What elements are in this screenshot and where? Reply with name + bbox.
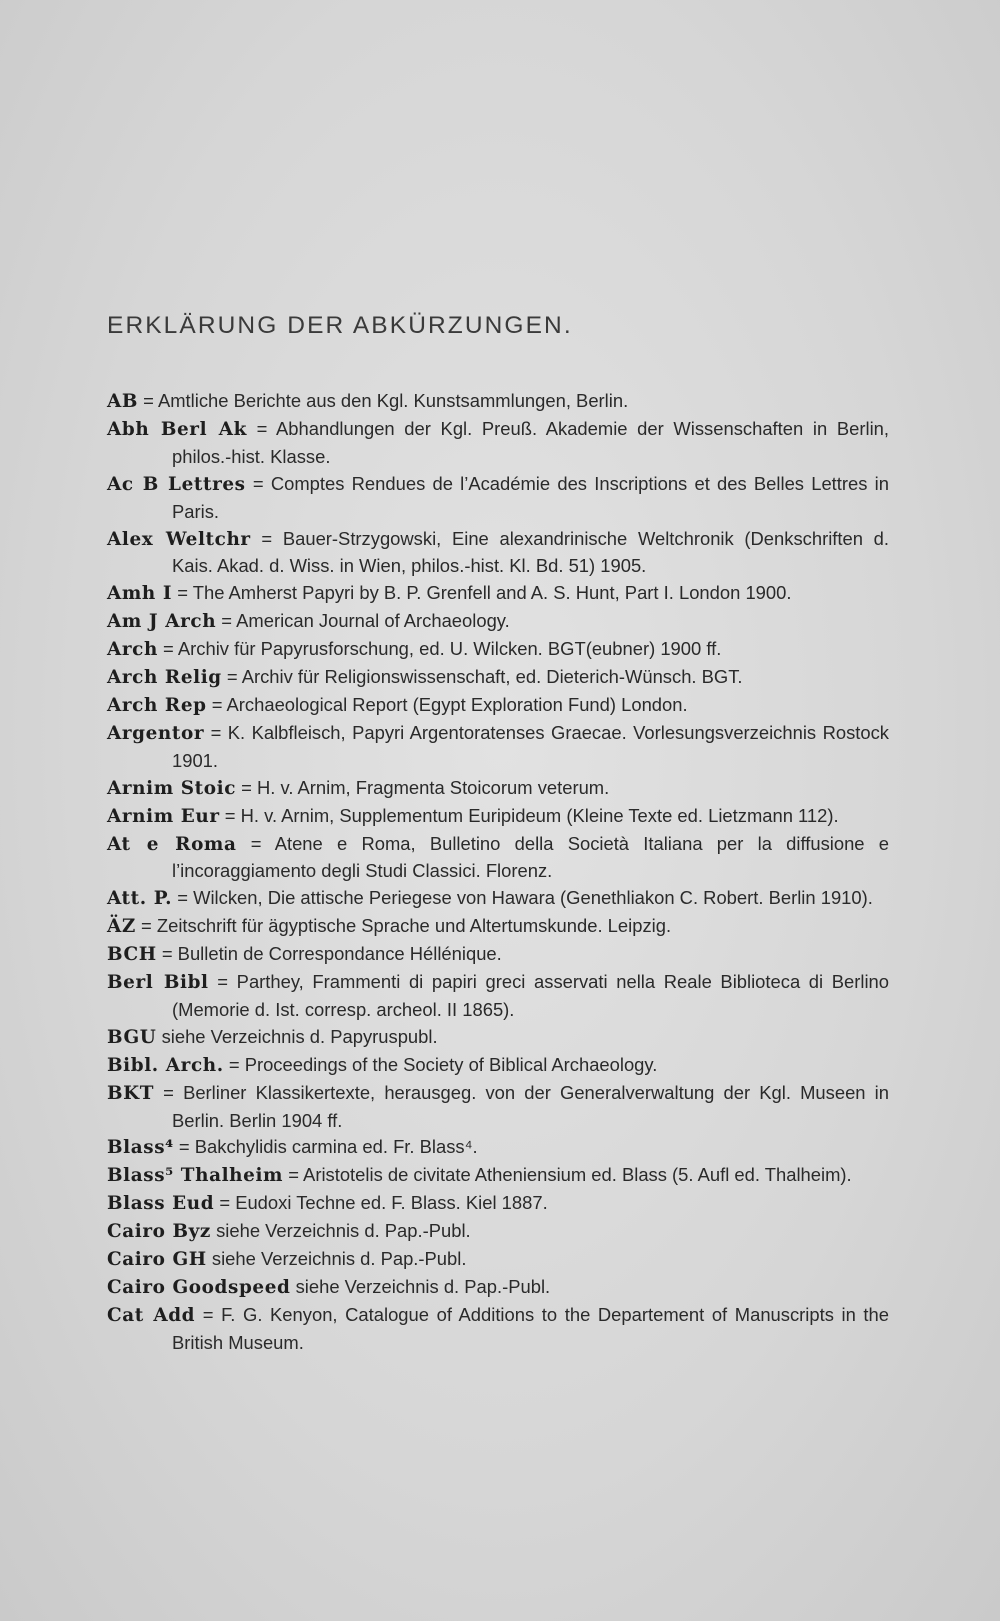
abbreviation-term: BGU xyxy=(107,1026,157,1048)
abbreviation-entry xyxy=(107,1302,889,1357)
abbreviation-separator: = xyxy=(245,472,271,494)
abbreviation-entry xyxy=(107,1218,889,1246)
abbreviation-definition: Archaeological Report (Egypt Exploration Fund) London. xyxy=(226,693,688,715)
abbreviation-term: AB xyxy=(107,391,139,412)
abbreviation-definition: Archiv für Papyrusforschung, ed. U. Wilcken. BGT(eubner) 1900 ff. xyxy=(177,638,722,660)
abbreviation-definition: Wilcken, Die attische Periegese von Hawara (Genethliakon C. Robert. Berlin 1910). xyxy=(193,887,873,909)
abbreviation-definition: Zeitschrift für ägyptische Sprache und Altertumskunde. Leipzig. xyxy=(156,915,672,937)
abbreviation-definition: Comptes Rendues de l’Académie des Inscriptions et des Belles Lettres in Paris. xyxy=(172,472,889,522)
abbreviation-separator: = xyxy=(195,1303,222,1325)
abbreviation-entry xyxy=(107,1190,889,1218)
abbreviation-list xyxy=(107,388,889,1357)
abbreviation-separator: = xyxy=(135,915,157,937)
abbreviation-term: Arch Rep xyxy=(107,694,207,716)
abbreviation-term: Arch Relig xyxy=(107,667,222,689)
abbreviation-entry xyxy=(107,941,889,969)
abbreviation-term: Bibl. Arch. xyxy=(107,1054,224,1076)
abbreviation-term: Amh I xyxy=(107,583,173,605)
abbreviation-definition: siehe Verzeichnis d. Pap.-Publ. xyxy=(295,1276,551,1297)
abbreviation-term: Blass⁵ Thalheim xyxy=(107,1165,284,1187)
abbreviation-term: Arnim Stoic xyxy=(107,777,237,799)
abbreviation-entry xyxy=(107,803,889,831)
abbreviation-term: BKT xyxy=(107,1082,155,1104)
abbreviation-separator: = xyxy=(236,832,275,854)
abbreviation-entry xyxy=(107,913,889,941)
abbreviation-definition: American Journal of Archaeology. xyxy=(236,610,510,632)
abbreviation-entry xyxy=(107,969,889,1024)
abbreviation-term: Blass Eud xyxy=(107,1193,215,1215)
abbreviation-definition: Bauer-Strzygowski, Eine alexandrinische Weltchronik (Denkschriften d. Kais. Akad. d. Wiss. in Wien, philos.-hist. Kl. Bd. 51) 1905. xyxy=(172,527,889,577)
abbreviation-definition: siehe Verzeichnis d. Pap.-Publ. xyxy=(211,1248,467,1270)
abbreviation-entry xyxy=(107,720,889,775)
abbreviation-entry xyxy=(107,1246,889,1274)
abbreviation-separator: = xyxy=(216,610,237,632)
abbreviation-term: Alex Weltchr xyxy=(107,528,251,550)
abbreviation-term: Argentor xyxy=(107,722,205,744)
abbreviation-entry xyxy=(107,526,889,581)
abbreviation-entry xyxy=(107,1162,889,1190)
abbreviation-definition: siehe Verzeichnis d. Pap.-Publ. xyxy=(216,1220,471,1242)
abbreviation-entry xyxy=(107,775,889,803)
abbreviation-term: Arch xyxy=(107,639,158,661)
abbreviation-entry xyxy=(107,1052,889,1080)
abbreviation-definition: K. Kalbfleisch, Papyri Argentoratenses Graecae. Vorlesungsverzeichnis Rostock 1901. xyxy=(172,721,889,771)
abbreviation-entry xyxy=(107,1274,889,1302)
abbreviation-separator: = xyxy=(172,887,194,909)
abbreviation-entry xyxy=(107,636,889,664)
abbreviation-definition: siehe Verzeichnis d. Papyruspubl. xyxy=(161,1025,438,1047)
abbreviation-term: Blass⁴ xyxy=(107,1137,174,1159)
abbreviation-term: Arnim Eur xyxy=(107,805,220,827)
abbreviation-entry xyxy=(107,885,889,913)
abbreviation-entry xyxy=(107,692,889,720)
abbreviation-separator: = xyxy=(236,776,257,798)
abbreviation-definition: Abhandlungen der Kgl. Preuß. Akademie der Wissenschaften in Berlin, philos.-hist. Klasse. xyxy=(172,417,889,467)
abbreviation-definition: H. v. Arnim, Fragmenta Stoicorum veterum. xyxy=(256,776,610,798)
abbreviation-separator: = xyxy=(283,1164,304,1186)
abbreviation-term: BCH xyxy=(107,944,157,966)
abbreviation-term: Att. P. xyxy=(107,888,173,910)
abbreviation-term: Cairo Goodspeed xyxy=(107,1277,291,1298)
abbreviation-entry xyxy=(107,1134,889,1162)
abbreviation-entry xyxy=(107,471,889,526)
abbreviation-separator: = xyxy=(172,582,193,604)
abbreviation-term: ÄZ xyxy=(107,916,136,938)
abbreviation-definition: Atene e Roma, Bulletino della Società Italiana per la diffusione e l’incoraggiamento degli Studi Classici. Florenz. xyxy=(172,832,889,882)
abbreviation-entry xyxy=(107,664,889,692)
abbreviation-separator: = xyxy=(246,417,277,439)
abbreviation-entry xyxy=(107,580,889,608)
abbreviation-term: Cat Add xyxy=(107,1304,196,1326)
abbreviation-definition: F. G. Kenyon, Catalogue of Additions to the Departement of Manuscripts in the British Museum. xyxy=(172,1303,890,1353)
abbreviation-separator: = xyxy=(223,1053,245,1075)
abbreviation-entry xyxy=(107,1080,889,1135)
abbreviation-separator: = xyxy=(157,638,178,660)
abbreviation-term: Am J Arch xyxy=(107,611,217,633)
abbreviation-entry xyxy=(107,388,889,416)
abbreviation-separator: = xyxy=(206,693,227,715)
abbreviation-separator: = xyxy=(154,1081,184,1103)
abbreviation-term: Cairo Byz xyxy=(107,1221,211,1243)
abbreviation-definition: Bulletin de Correspondance Héllénique. xyxy=(177,943,502,965)
abbreviation-entry xyxy=(107,416,889,471)
abbreviation-separator: = xyxy=(156,943,178,965)
abbreviation-separator: = xyxy=(214,1192,236,1214)
abbreviation-term: Cairo GH xyxy=(107,1249,207,1271)
abbreviation-separator: = xyxy=(138,390,158,411)
abbreviation-definition: Amtliche Berichte aus den Kgl. Kunstsammlungen, Berlin. xyxy=(157,390,629,411)
abbreviation-term: Abh Berl Ak xyxy=(107,418,247,440)
abbreviation-entry xyxy=(107,1024,889,1052)
abbreviation-separator: = xyxy=(250,527,283,549)
abbreviation-definition: Archiv für Religionswissenschaft, ed. Dieterich-Wünsch. BGT. xyxy=(241,666,743,688)
abbreviation-separator: = xyxy=(221,666,242,688)
abbreviation-definition: Eudoxi Techne ed. F. Blass. Kiel 1887. xyxy=(235,1192,548,1214)
abbreviation-term: Ac B Lettres xyxy=(107,473,246,495)
abbreviation-separator: = xyxy=(173,1136,195,1158)
abbreviation-definition: H. v. Arnim, Supplementum Euripideum (Kleine Texte ed. Lietzmann 112). xyxy=(240,804,839,826)
abbreviation-entry xyxy=(107,608,889,636)
abbreviation-definition: The Amherst Papyri by B. P. Grenfell and A. S. Hunt, Part I. London 1900. xyxy=(192,582,792,604)
page-title: ERKLÄRUNG DER ABKÜRZUNGEN. xyxy=(107,312,573,339)
abbreviation-definition: Proceedings of the Society of Biblical Archaeology. xyxy=(244,1053,658,1075)
abbreviation-definition: Berliner Klassikertexte, herausgeg. von der Generalverwaltung der Kgl. Museen in Berlin. Berlin 1904 ff. xyxy=(172,1081,889,1131)
abbreviation-separator: = xyxy=(219,804,241,826)
abbreviation-separator: = xyxy=(204,721,228,743)
abbreviation-definition: Bakchylidis carmina ed. Fr. Blass⁴. xyxy=(194,1136,478,1158)
abbreviation-term: At e Roma xyxy=(107,833,237,855)
abbreviation-term: Berl Bibl xyxy=(107,972,209,994)
abbreviation-separator: = xyxy=(208,971,237,993)
abbreviation-definition: Parthey, Frammenti di papiri greci asservati nella Reale Biblioteca di Berlino (Memorie d. Ist. corresp. archeol. II 1865). xyxy=(172,971,890,1020)
abbreviation-definition: Aristotelis de civitate Atheniensium ed. Blass (5. Aufl ed. Thalheim). xyxy=(303,1164,852,1186)
abbreviation-entry xyxy=(107,831,889,886)
